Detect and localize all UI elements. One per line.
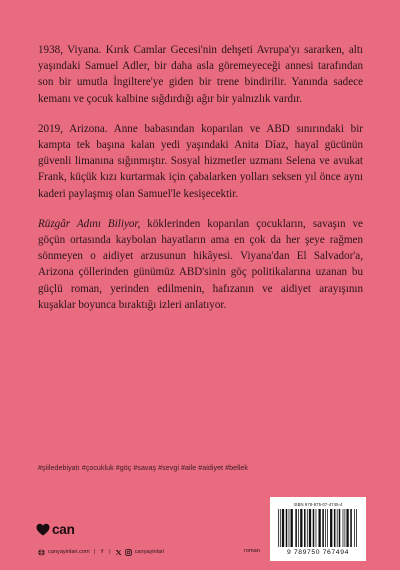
blurb-paragraph-1: 1938, Viyana. Kırık Camlar Gecesi'nin dehşeti Avrupa'yı sararken, altı yaşındaki Samuel Adler, bir daha asla göremeyeceği annesi tarafından son bir umutla İngiltere'ye giden bir trene bindirilir. Yanında sadece kemanı ve çocuk kalbine sığdırdığı ağır bir yalnızlık vardır.	[38, 44, 363, 105]
barcode-bar	[346, 509, 348, 547]
blurb-paragraph-3	[38, 216, 363, 313]
barcode-bar	[300, 509, 302, 547]
barcode-bar	[345, 509, 346, 547]
blurb-paragraph-2: 2019, Arizona. Anne babasından koparılan ve ABD sınırındaki bir kampta tek başına kalan yedi yaşındaki Anita Díaz, hayal gücünün güvenli limanına sığınmıştır. Sosyal hizmetler uzmanı Selena ve avukat Frank, küçük kızı kurtarmak için çabalarken yolları seksen yıl önce aynı kaderi paylaşmış olan Samuel'le kesişecektir.	[38, 122, 363, 200]
barcode-bar	[280, 509, 281, 547]
hashtags: #şiiledebiyatı #çocukluk #göç #savaş #sevgi #aile #aidiyet #bellek	[38, 464, 248, 472]
barcode-bar	[304, 509, 306, 547]
barcode-bar	[337, 509, 338, 547]
barcode-bar	[289, 509, 290, 547]
barcode-bar	[318, 509, 320, 547]
barcode-bar	[334, 509, 336, 547]
barcode-bar	[322, 509, 324, 547]
separator: |	[93, 549, 96, 555]
barcode-bar	[291, 509, 293, 547]
social-handle[interactable]: canyayinlari	[134, 549, 165, 555]
barcode-bar	[313, 509, 315, 547]
website-link[interactable]: canyayinlari.com	[48, 549, 90, 555]
facebook-icon[interactable]: f	[101, 549, 103, 555]
barcode-bar	[325, 509, 326, 547]
barcode-bar	[343, 509, 344, 547]
barcode-bar	[307, 509, 308, 547]
globe-icon	[38, 549, 45, 556]
blurb-text	[38, 42, 363, 313]
isbn-label: ISBN 978-975-07-4745-4	[293, 502, 343, 507]
barcode-bar	[350, 509, 352, 547]
publisher-links	[38, 547, 164, 557]
separator: |	[109, 549, 111, 555]
blurb-paragraph-3-body: köklerinden koparılan çocukların, savaşın ve göçün ortasında kaybolan hayatların ama en çok da her şeye rağmen sönmeyen o aidiyet arzusunun hikâyesi. Viyana'dan El Salvador'a, Arizona çöllerinden günümüz ABD'sinin göç politikalarına uzanan bu güçlü roman, yerinden edilmenin, hafızanın ve aidiyet arayışının kuşaklar boyunca bıraktığı izleri anlatıyor.	[38, 217, 363, 311]
barcode-bar	[316, 509, 317, 547]
barcode-bar	[339, 509, 341, 547]
instagram-icon[interactable]	[125, 549, 132, 556]
barcode	[276, 509, 360, 549]
isbn-digits: 9 789750 767494	[287, 549, 349, 556]
barcode-bar	[309, 509, 311, 547]
heart-icon	[36, 523, 50, 536]
barcode-bar	[330, 509, 332, 547]
book-title-inline: Rüzgâr Adını Biliyor,	[38, 217, 141, 230]
barcode-bar	[327, 509, 328, 547]
barcode-bar	[295, 509, 297, 547]
publisher-logo	[36, 521, 75, 537]
barcode-bar	[278, 509, 279, 547]
barcode-bar	[286, 509, 288, 547]
barcode-bar	[354, 509, 355, 547]
isbn-barcode-box	[270, 497, 366, 561]
barcode-bar	[282, 509, 284, 547]
twitter-icon[interactable]	[115, 549, 122, 556]
publisher-logo-text: can	[52, 521, 75, 537]
barcode-bar	[298, 509, 299, 547]
barcode-bar	[356, 509, 357, 547]
genre-label: roman	[244, 548, 260, 554]
